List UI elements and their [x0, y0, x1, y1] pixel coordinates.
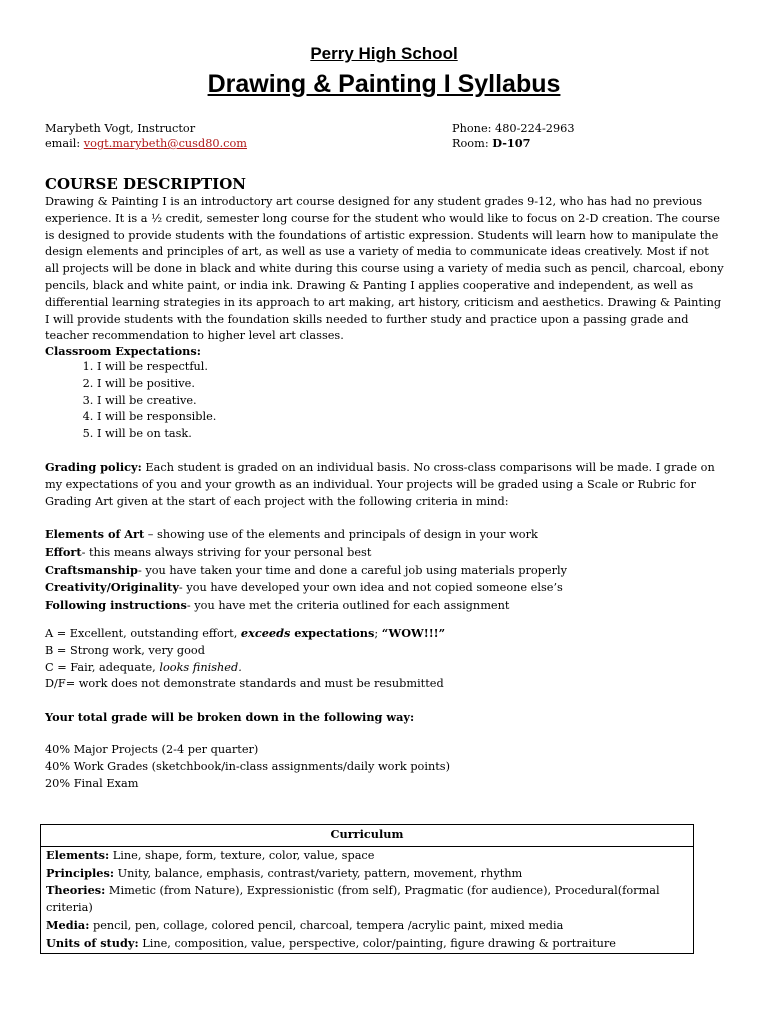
grade-scale	[45, 625, 725, 693]
email-line: email: vogt.marybeth@cusd80.com	[45, 137, 248, 150]
grade-c: C = Fair, adequate, looks finished.	[45, 660, 242, 674]
list-item: 2. I will be positive.	[97, 376, 216, 393]
table-row: Elements: Line, shape, form, texture, color, value, space	[46, 847, 375, 862]
instructor-name: Marybeth Vogt, Instructor	[45, 122, 196, 135]
criterion: Effort- this means always striving for your personal best	[45, 544, 372, 559]
list-item: 40% Major Projects (2-4 per quarter)	[45, 743, 259, 756]
list-item: 5. I will be on task.	[97, 426, 216, 443]
total-grade-heading: Your total grade will be broken down in the following way:	[45, 710, 415, 724]
curriculum-rows	[41, 846, 694, 953]
phone-line: Phone: 480-224-2963	[452, 122, 575, 135]
criterion: Following instructions- you have met the criteria outlined for each assignment	[45, 598, 510, 613]
grading-label: Grading policy:	[45, 460, 142, 474]
grade-b: B = Strong work, very good	[45, 643, 205, 657]
criteria-list	[45, 526, 725, 615]
criterion: Craftsmanship- you have taken your time and done a careful job using materials properly	[45, 562, 567, 577]
grade-df: D/F= work does not demonstrate standards and must be resubmitted	[45, 677, 444, 691]
page-title: Drawing & Painting I Syllabus	[207, 70, 561, 98]
list-item: 40% Work Grades (sketchbook/in-class assignments/daily work points)	[45, 759, 450, 773]
grade-a: A = Excellent, outstanding effort, exceeds expectations; “WOW!!!”	[45, 626, 446, 640]
expectations-list	[45, 359, 216, 443]
email-link[interactable]: vogt.marybeth@cusd80.com	[83, 137, 248, 150]
criterion: Elements of Art – showing use of the elements and principals of design in your work	[45, 527, 538, 541]
contact-left	[45, 121, 247, 151]
list-item: 20% Final Exam	[45, 776, 139, 790]
table-row: Theories: Mimetic (from Nature), Expressionistic (from self), Pragmatic (for audience), Procedural(formal criteria)	[46, 883, 660, 915]
curriculum-table	[40, 824, 694, 954]
school-name: Perry High School	[310, 44, 458, 63]
grading-policy	[45, 459, 725, 510]
table-row: Units of study: Line, composition, value, perspective, color/painting, figure drawing & portraiture	[46, 935, 616, 950]
criterion: Creativity/Originality- you have developed your own idea and not copied someone else’s	[45, 580, 563, 595]
table-row: Principles: Unity, balance, emphasis, contrast/variety, pattern, movement, rhythm	[46, 865, 523, 880]
course-description-text: Drawing & Painting I is an introductory art course designed for any student grades 9-12, who has had no previous experience. It is a ½ credit, semester long course for the student who would like to focus on 2-D creation. The course is designed to provide students with the foundations of artistic expression. Students will learn how to manipulate the design elements and principles of art, as well as use a variety of media to communicate ideas creatively. Most if not all projects will be done in black and white during this course using a variety of media such as pencil, charcoal, ebony pencils, black and white paint, or india ink. Drawing & Panting I applies cooperative and independent, as well as differential learning strategies in its approach to art making, art history, criticism and aesthetics. Drawing & Painting I will provide students with the foundation skills needed to further study and practice upon a passing grade and teacher recommendation to higher level art classes.	[45, 195, 724, 343]
list-item: 3. I will be creative.	[97, 393, 216, 410]
grade-breakdown	[45, 742, 725, 792]
contact-right	[452, 121, 575, 151]
list-item: 4. I will be responsible.	[97, 409, 216, 426]
curriculum-heading: Curriculum	[41, 825, 694, 847]
expectations-title: Classroom Expectations:	[45, 344, 201, 358]
table-row: Media: pencil, pen, collage, colored pencil, charcoal, tempera /acrylic paint, mixed media	[46, 917, 564, 932]
grading-text: Each student is graded on an individual basis. No cross-class comparisons will be made. I grade on my expectations of you and your growth as an individual. Your projects will be graded using a Scale or Rubric for Grading Art given at the start of each project with the following criteria in mind:	[45, 461, 715, 508]
course-description-heading: COURSE DESCRIPTION	[45, 175, 246, 193]
room-line: Room: D-107	[452, 136, 531, 150]
list-item: 1. I will be respectful.	[97, 359, 216, 376]
